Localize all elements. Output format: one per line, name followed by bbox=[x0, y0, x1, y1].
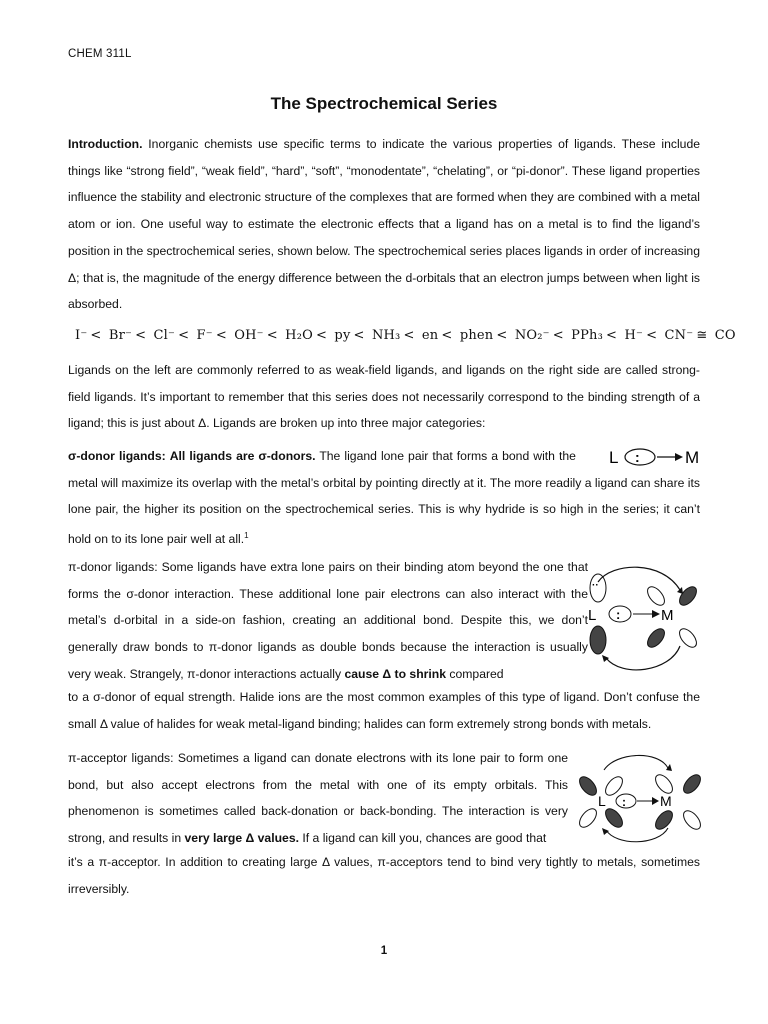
categories-paragraph: Ligands on the left are commonly referred to as weak-field ligands, and ligands on the right side are called strong-field ligands. It’s important to remember that this series does not necessarily correspond to the binding strength of a ligand; this is just about Δ. Ligands are broken up into three major categories: bbox=[68, 363, 700, 431]
sigma-text-line1: The ligand lone pair that forms a bond with the bbox=[319, 449, 576, 463]
ligand-ammonia: NH₃ bbox=[371, 328, 401, 343]
pi-donor-text-b: compared bbox=[449, 666, 504, 681]
pi-acceptor-label: π-acceptor ligands: bbox=[68, 751, 174, 765]
sigma-label: σ-donor ligands: bbox=[68, 449, 166, 463]
ligand-water: H₂O bbox=[285, 328, 313, 343]
ligand-fluoride: F⁻ bbox=[196, 328, 213, 343]
svg-text:··: ·· bbox=[592, 580, 599, 591]
intro-text: Inorganic chemists use specific terms to indicate the various properties of ligands. These include things like “strong field”, “weak field”, “hard”, “soft”, “monodentate”, “chelating”, or “pi-donor”. These ligand properties influence the stability and electronic structure of the complexes that are formed when they are combined with a metal atom or ion. One useful way to estimate the electronic effects that a ligand has on a metal is to find the ligand’s position in the spectrochemical series, shown below. The spectrochemical series places ligands in order of increasing Δ; that is, the magnitude of the energy difference between the d-orbitals that an electron jumps between when light is absorbed. bbox=[68, 137, 700, 312]
page-title: The Spectrochemical Series bbox=[270, 94, 498, 113]
pi-acceptor-bold: very large Δ values. bbox=[184, 831, 299, 846]
svg-text:L: L bbox=[598, 793, 606, 809]
svg-text::: : bbox=[635, 449, 640, 465]
pi-acceptor-diagram bbox=[576, 748, 706, 850]
pi-acceptor-text-b: If a ligand can kill you, chances are good that bbox=[302, 831, 547, 846]
pi-acceptor-text-a: Sometimes a ligand can donate electrons with its lone pair to form one bond, but also accept electrons from the metal with one of its empty orbitals. This phenomenon is sometimes called back-donation or back-bonding. The interaction is very strong, and results in bbox=[68, 751, 569, 846]
ligand-cyanide: CN⁻ bbox=[664, 328, 694, 343]
pi-donor-text-a: Some ligands have extra lone pairs on their binding atom beyond the one that forms the σ-donor interaction. These additional lone pair electrons can also interact with the metal’s d-orbital in a side-on fashion, creating an additional bond. Despite this, we don’t generally draw bonds to π-donor ligands as double bonds because the interaction is usually very weak. Strangely, π-donor interactions actually bbox=[68, 560, 588, 681]
pi-donor-paragraph-top bbox=[68, 554, 588, 688]
diagram-ligand-label: L bbox=[609, 448, 619, 467]
pi-acceptor-paragraph-top bbox=[68, 745, 568, 852]
ligand-phen: phen bbox=[459, 328, 494, 343]
ligand-chloride: Cl⁻ bbox=[153, 328, 176, 343]
pi-donor-label: π-donor ligands: bbox=[68, 560, 158, 574]
sigma-bold: All ligands are σ-donors. bbox=[169, 449, 316, 463]
pi-donor-diagram bbox=[582, 560, 704, 680]
pi-acceptor-paragraph-bottom: it’s a π-acceptor. In addition to creating large Δ values, π-acceptors tend to bind very tightly to metals, sometimes irreversibly. bbox=[68, 855, 700, 896]
ligand-hydroxide: OH⁻ bbox=[234, 328, 264, 343]
sigma-donor-diagram bbox=[605, 443, 705, 471]
intro-label: Introduction. bbox=[68, 137, 143, 151]
ligand-co: CO bbox=[714, 328, 736, 343]
course-header: CHEM 311L bbox=[68, 48, 132, 60]
ligand-en: en bbox=[421, 328, 439, 343]
intro-paragraph bbox=[68, 131, 700, 318]
pi-donor-paragraph-bottom: to a σ-donor of equal strength. Halide ions are the most common examples of this type of ligand. Don’t confuse the small Δ value of halides for weak metal-ligand binding; halides can form extremely strong bonds with metals. bbox=[68, 690, 700, 731]
diagram-metal-label: M bbox=[685, 448, 700, 467]
spectrochemical-series: I⁻ < Br⁻ < Cl⁻ < F⁻ < OH⁻ < H₂O < py < NH₃ < en < phen < NO₂⁻ < PPh₃ < H⁻ < CN⁻ ≅ CO bbox=[75, 328, 736, 343]
ligand-bromide: Br⁻ bbox=[108, 328, 133, 343]
pi-donor-bold: cause Δ to shrink bbox=[344, 666, 446, 681]
ligand-nitrite: NO₂⁻ bbox=[514, 328, 550, 343]
svg-text::: : bbox=[622, 795, 626, 809]
svg-text:M: M bbox=[660, 793, 672, 809]
svg-text::: : bbox=[616, 607, 621, 622]
svg-text:M: M bbox=[661, 607, 674, 624]
footnote-marker: 1 bbox=[244, 531, 249, 541]
page-number: 1 bbox=[380, 945, 388, 957]
ligand-pph3: PPh₃ bbox=[571, 328, 604, 343]
svg-text:L: L bbox=[588, 607, 597, 624]
sigma-text-rest: metal will maximize its overlap with the metal’s orbital by pointing directly at it. The more readily a ligand can share its lone pair, the higher its position on the spectrochemical series. This is why hydride is so high in the series; it can’t hold on to its lone pair well at all. bbox=[68, 475, 700, 547]
ligand-pyridine: py bbox=[334, 328, 351, 343]
ligand-iodide: I⁻ bbox=[75, 328, 88, 343]
ligand-hydride: H⁻ bbox=[624, 328, 644, 343]
